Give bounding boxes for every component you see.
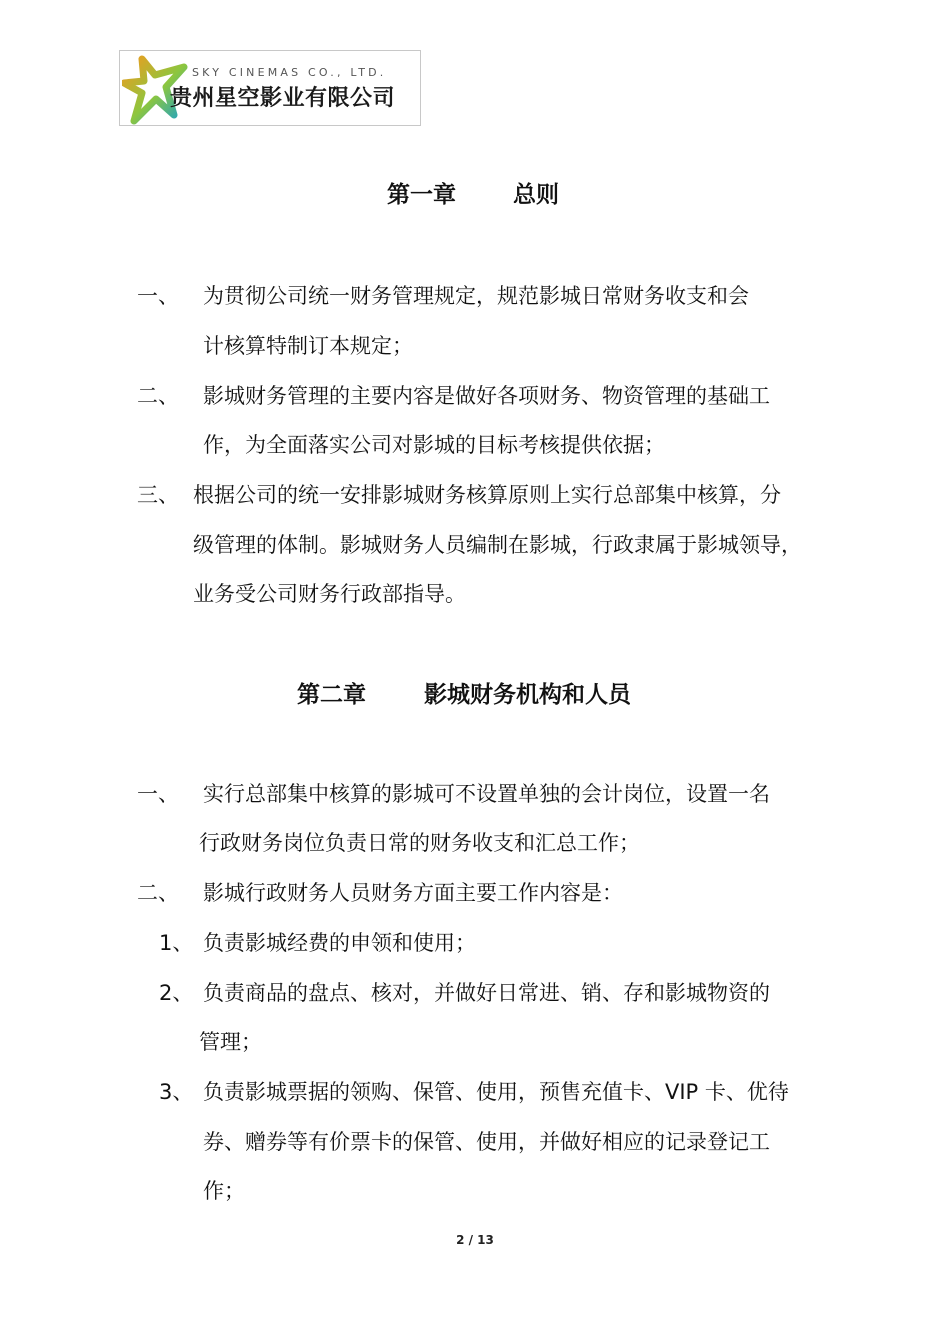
ch2-subitem-2-line-2: 管理； — [199, 1030, 262, 1054]
logo-chinese-name: 贵州星空影业有限公司 — [170, 86, 396, 111]
ch1-item-2-marker: 二、 — [137, 384, 179, 408]
ch1-item-1-line-1: 为贯彻公司统一财务管理规定，规范影城日常财务收支和会 — [203, 284, 749, 308]
ch2-subitem-3-marker: 3、 — [159, 1080, 194, 1104]
page-number: 2 / 13 — [456, 1233, 494, 1247]
ch1-item-3-marker: 三、 — [137, 483, 179, 507]
logo-english-name: SKY CINEMAS CO., LTD. — [192, 66, 387, 79]
ch2-subitem-3-line-1: 负责影城票据的领购、保管、使用，预售充值卡、VIP 卡、优待 — [203, 1080, 789, 1104]
ch2-item-1-line-1: 实行总部集中核算的影城可不设置单独的会计岗位，设置一名 — [203, 782, 770, 806]
ch1-item-1-marker: 一、 — [137, 284, 179, 308]
ch2-item-1-marker: 一、 — [137, 782, 179, 806]
ch1-item-2-line-2: 作，为全面落实公司对影城的目标考核提供依据； — [203, 433, 665, 457]
ch1-item-3-line-3: 业务受公司财务行政部指导。 — [193, 582, 466, 606]
ch1-item-2-line-1: 影城财务管理的主要内容是做好各项财务、物资管理的基础工 — [203, 384, 770, 408]
ch2-subitem-1-line-1: 负责影城经费的申领和使用； — [203, 931, 476, 955]
ch2-subitem-2-marker: 2、 — [159, 981, 194, 1005]
chapter-1-number: 第一章 — [387, 182, 456, 208]
chapter-1-title: 总则 — [513, 182, 559, 208]
ch2-subitem-3-line-3: 作； — [203, 1179, 245, 1203]
chapter-2-number: 第二章 — [297, 682, 366, 708]
ch1-item-1-line-2: 计核算特制订本规定； — [203, 334, 413, 358]
ch1-item-3-line-2: 级管理的体制。影城财务人员编制在影城，行政隶属于影城领导， — [193, 533, 802, 557]
ch2-subitem-1-marker: 1、 — [159, 931, 194, 955]
ch1-item-3-line-1: 根据公司的统一安排影城财务核算原则上实行总部集中核算，分 — [193, 483, 781, 507]
company-logo — [119, 50, 421, 126]
ch2-subitem-2-line-1: 负责商品的盘点、核对，并做好日常进、销、存和影城物资的 — [203, 981, 770, 1005]
ch2-item-1-line-2: 行政财务岗位负责日常的财务收支和汇总工作； — [199, 831, 640, 855]
ch2-item-2-line-1: 影城行政财务人员财务方面主要工作内容是： — [203, 881, 623, 905]
chapter-2-title: 影城财务机构和人员 — [424, 682, 631, 708]
ch2-item-2-marker: 二、 — [137, 881, 179, 905]
ch2-subitem-3-line-2: 券、赠券等有价票卡的保管、使用，并做好相应的记录登记工 — [203, 1130, 770, 1154]
